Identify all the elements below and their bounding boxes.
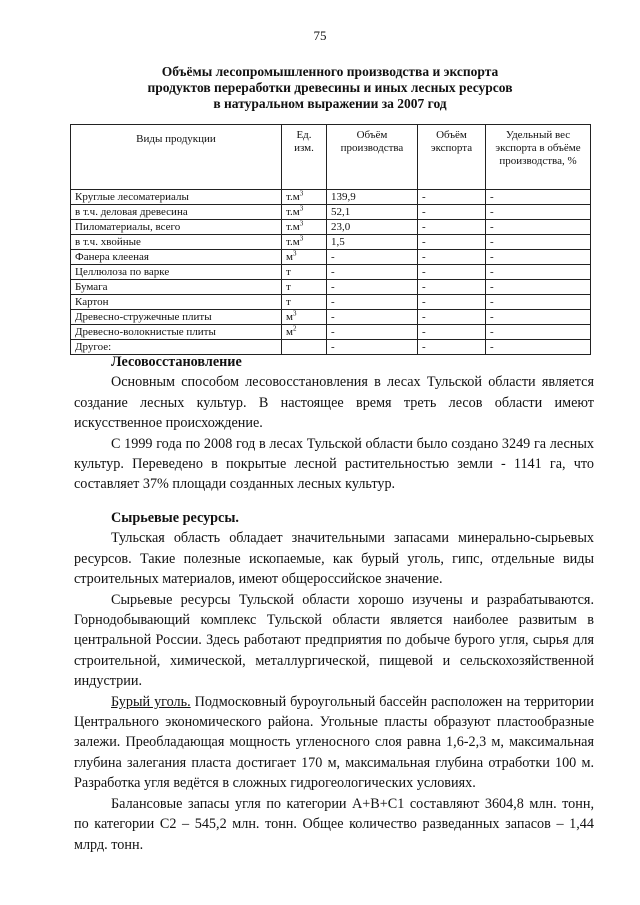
paragraph-brown-coal (74, 692, 594, 794)
table-row (71, 190, 591, 205)
table-header-row (71, 125, 591, 190)
paragraph: Балансовые запасы угля по категории А+В+С1 составляют 3604,8 млн. тонн, по категории С2 – 545,2 млн. тонн. Общее количество разведанных запасов – 1,44 млрд. тонн. (74, 795, 594, 853)
unit-base: т.м (286, 221, 300, 233)
cell-production: 23,0 (327, 220, 418, 235)
cell-product-name: Картон (71, 295, 282, 310)
brown-coal-text: Подмосковный буроугольный бассейн расположен на территории Центрального экономического района. Угольные пласты образуют пластообразные залежи. Преобладающая мощность угленосного слоя равна 1,6-2,3 м, максимальная глубина залегания пласта достигает 170 м, максимальная глубина отработки 100 м. Разработка угля ведётся в сложных гидрогеологических условиях. (74, 693, 594, 792)
section-heading-reforestation: Лесовосстановление (111, 354, 242, 370)
cell-unit (282, 310, 327, 325)
unit-exponent: 3 (299, 189, 304, 198)
cell-production: - (327, 295, 418, 310)
cell-unit (282, 250, 327, 265)
page-number: 75 (313, 28, 327, 43)
brown-coal-label: Бурый уголь. (111, 693, 191, 710)
cell-export: - (418, 190, 486, 205)
cell-export-share: - (486, 190, 591, 205)
table-row (71, 220, 591, 235)
cell-export: - (418, 340, 486, 355)
header-product-type: Виды продукции (71, 125, 282, 190)
cell-export-share: - (486, 205, 591, 220)
unit-exponent: 3 (299, 219, 304, 228)
cell-export-share: - (486, 265, 591, 280)
cell-export: - (418, 295, 486, 310)
cell-production: 139,9 (327, 190, 418, 205)
header-production: Объём производства (327, 125, 418, 190)
paragraph: Тульская область обладает значительными запасами минерально-сырьевых ресурсов. Такие полезные ископаемые, как бурый уголь, гипс, отдельные виды строительных материалов, имеют общероссийское значение. (74, 530, 594, 588)
cell-product-name: Древесно-стружечные плиты (71, 310, 282, 325)
cell-production: - (327, 265, 418, 280)
paragraph: С 1999 года по 2008 год в лесах Тульской области было создано 3249 га лесных культур. Переведено в покрытые лесной растительностью земли - 1141 га, что составляет 37% площади созданных лесных культур. (74, 435, 594, 493)
table-body (71, 190, 591, 355)
cell-export: - (418, 205, 486, 220)
cell-unit (282, 205, 327, 220)
unit-base: т (286, 281, 291, 293)
cell-unit (282, 190, 327, 205)
title-line-3: в натуральном выражении за 2007 год (213, 96, 447, 111)
table-row (71, 280, 591, 295)
unit-exponent: 3 (299, 204, 304, 213)
cell-unit (282, 220, 327, 235)
cell-export-share: - (486, 295, 591, 310)
unit-exponent: 3 (292, 249, 297, 258)
table-row (71, 310, 591, 325)
paragraph: Сырьевые ресурсы Тульской области хорошо изучены и разрабатываются. Горнодобывающий комплекс Тульской области является наиболее развитым в центральной России. Здесь работают предприятия по добыче бурого угля, сырья для строительной, химической, металлургической, пищевой и сельскохозяйственной индустрии. (74, 591, 594, 690)
cell-export: - (418, 325, 486, 340)
cell-production: - (327, 340, 418, 355)
unit-base: т (286, 296, 291, 308)
cell-product-name: в т.ч. хвойные (71, 235, 282, 250)
cell-export: - (418, 220, 486, 235)
cell-export: - (418, 310, 486, 325)
cell-export-share: - (486, 325, 591, 340)
unit-exponent: 2 (292, 324, 297, 333)
header-export: Объём экспорта (418, 125, 486, 190)
title-line-2: продуктов переработки древесины и иных лесных ресурсов (147, 80, 513, 95)
cell-export-share: - (486, 235, 591, 250)
cell-production: - (327, 310, 418, 325)
table-row (71, 235, 591, 250)
table-title (60, 64, 600, 112)
cell-product-name: Древесно-волокнистые плиты (71, 325, 282, 340)
unit-exponent: 3 (292, 309, 297, 318)
cell-product-name: Пиломатериалы, всего (71, 220, 282, 235)
table-row (71, 205, 591, 220)
cell-product-name: Целлюлоза по варке (71, 265, 282, 280)
cell-export-share: - (486, 250, 591, 265)
header-export-share: Удельный вес экспорта в объёме производства, % (486, 125, 591, 190)
cell-unit (282, 235, 327, 250)
cell-unit (282, 280, 327, 295)
cell-product-name: Бумага (71, 280, 282, 295)
cell-product-name: Другое: (71, 340, 282, 355)
table-row (71, 250, 591, 265)
unit-base: м (286, 251, 293, 263)
unit-base: т (286, 266, 291, 278)
cell-production: - (327, 250, 418, 265)
unit-base: т.м (286, 236, 300, 248)
paragraph: Основным способом лесовосстановления в лесах Тульской области является создание лесных культур. В настоящее время треть лесов области имеют искусственное происхождение. (74, 374, 594, 432)
header-unit: Ед. изм. (282, 125, 327, 190)
cell-unit (282, 295, 327, 310)
cell-unit (282, 325, 327, 340)
unit-base: т.м (286, 206, 300, 218)
cell-export-share: - (486, 340, 591, 355)
section-reforestation (74, 352, 594, 495)
cell-export: - (418, 280, 486, 295)
cell-export: - (418, 235, 486, 250)
table-row (71, 325, 591, 340)
cell-product-name: Фанера клееная (71, 250, 282, 265)
cell-export-share: - (486, 310, 591, 325)
section-heading-raw-resources: Сырьевые ресурсы. (111, 510, 239, 526)
unit-base: м (286, 311, 293, 323)
cell-export: - (418, 250, 486, 265)
cell-unit (282, 265, 327, 280)
table-row (71, 265, 591, 280)
cell-product-name: в т.ч. деловая древесина (71, 205, 282, 220)
section-raw-resources (74, 508, 594, 855)
production-export-table (70, 124, 591, 355)
cell-export: - (418, 265, 486, 280)
unit-exponent: 3 (299, 234, 304, 243)
cell-production: 52,1 (327, 205, 418, 220)
cell-production: - (327, 325, 418, 340)
cell-export-share: - (486, 280, 591, 295)
cell-product-name: Круглые лесоматериалы (71, 190, 282, 205)
unit-base: т.м (286, 191, 300, 203)
title-line-1: Объёмы лесопромышленного производства и экспорта (161, 64, 499, 79)
unit-base: м (286, 326, 293, 338)
table-row (71, 295, 591, 310)
cell-export-share: - (486, 220, 591, 235)
cell-production: 1,5 (327, 235, 418, 250)
cell-production: - (327, 280, 418, 295)
